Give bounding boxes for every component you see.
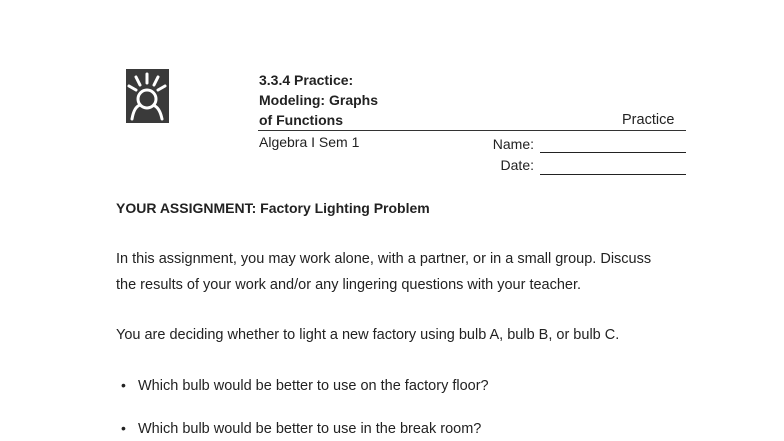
course-label: Algebra I Sem 1 xyxy=(259,134,360,150)
bullet-text: Which bulb would be better to use in the break room? xyxy=(138,421,482,437)
date-field-line[interactable] xyxy=(540,174,686,175)
bullet-icon: • xyxy=(121,420,126,436)
title-line-1: 3.3.4 Practice: xyxy=(259,72,354,88)
title-line-3: of Functions xyxy=(259,112,343,128)
light-bulb-logo-icon xyxy=(126,69,169,123)
list-item xyxy=(121,418,481,439)
document-type-label: Practice xyxy=(622,112,675,128)
bullet-icon: • xyxy=(121,377,126,393)
instructions-paragraph xyxy=(116,246,716,298)
name-label: Name: xyxy=(492,136,534,152)
list-item xyxy=(121,375,489,396)
title-line-2: Modeling: Graphs xyxy=(259,92,378,108)
assignment-heading: YOUR ASSIGNMENT: Factory Lighting Problem xyxy=(116,200,430,216)
scenario-paragraph: You are deciding whether to light a new factory using bulb A, bulb B, or bulb C. xyxy=(116,327,620,343)
bullet-text: Which bulb would be better to use on the factory floor? xyxy=(138,378,489,394)
document-title xyxy=(259,70,378,130)
instructions-line-1: In this assignment, you may work alone, with a partner, or in a small group. Discuss xyxy=(116,251,652,267)
instructions-line-2: the results of your work and/or any lingering questions with your teacher. xyxy=(116,277,582,293)
date-label: Date: xyxy=(500,157,534,173)
header-divider xyxy=(258,130,686,131)
name-field-line[interactable] xyxy=(540,152,686,153)
